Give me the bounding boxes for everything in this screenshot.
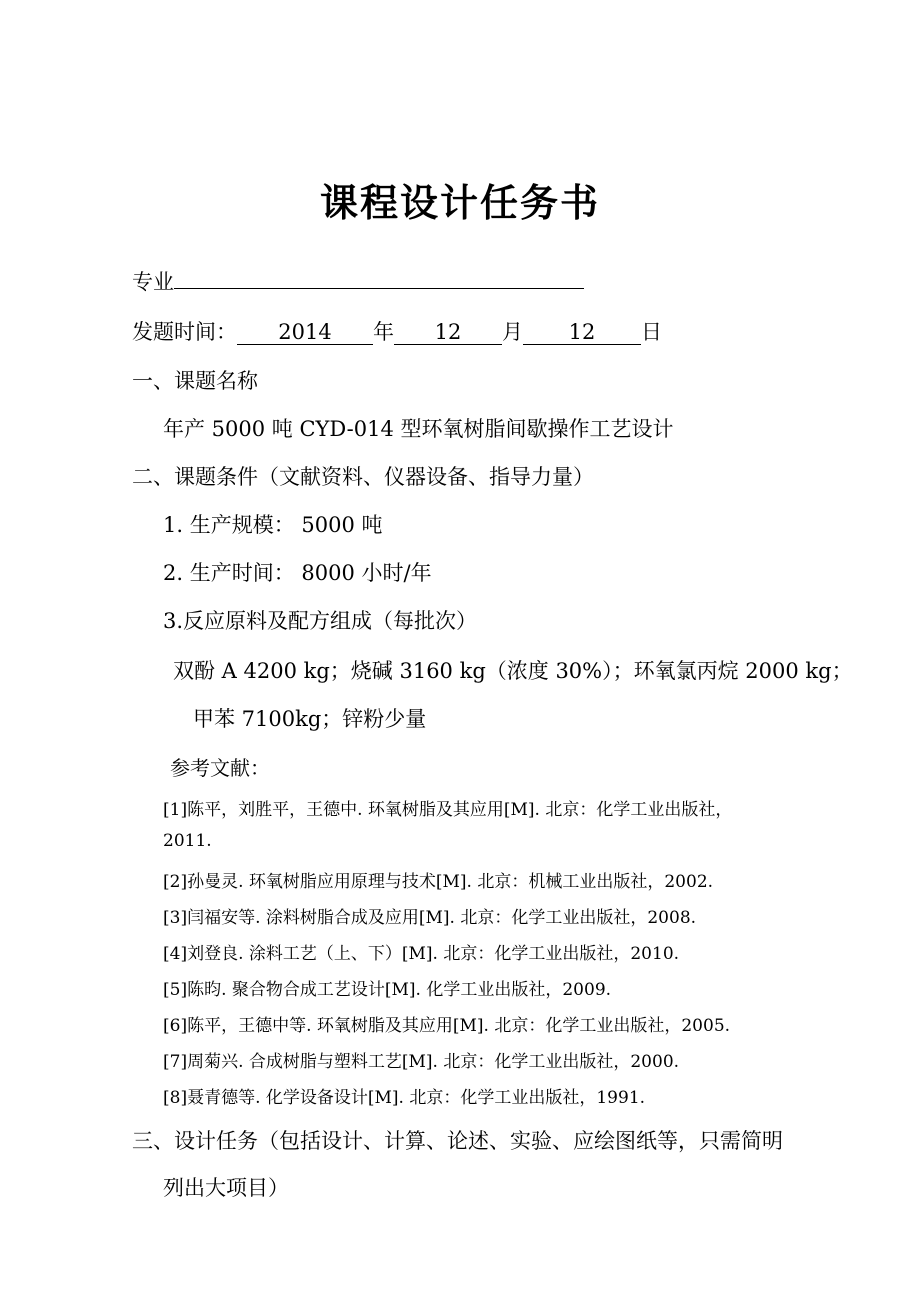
section1-content: 年产 5000 吨 CYD-014 型环氧树脂间歇操作工艺设计	[163, 417, 674, 441]
reference-item: [6]陈平，王德中等. 环氧树脂及其应用[M]. 北京：化学工业出版社，2005.	[163, 1016, 731, 1036]
month-unit: 月	[502, 320, 523, 344]
section2-heading: 二、课题条件（文献资料、仪器设备、指导力量）	[132, 465, 594, 489]
reference-item: [2]孙曼灵. 环氧树脂应用原理与技术[M]. 北京：机械工业出版社，2002.	[163, 872, 714, 892]
issue-date-label: 发题时间：	[132, 320, 237, 344]
reference-item: [4]刘登良. 涂料工艺（上、下）[M]. 北京：化学工业出版社，2010.	[163, 944, 680, 964]
major-label: 专业	[132, 270, 174, 294]
reference-item: [1]陈平，刘胜平，王德中. 环氧树脂及其应用[M]. 北京：化学工业出版社，	[163, 800, 733, 820]
issue-date-line	[132, 316, 662, 346]
year-unit: 年	[373, 320, 394, 344]
section1-heading: 一、课题名称	[132, 369, 258, 393]
raw-materials-heading: 3.反应原料及配方组成（每批次）	[163, 609, 478, 633]
issue-year-field: 2014	[237, 320, 373, 345]
issue-month-field: 12	[394, 320, 502, 345]
formula-line-2: 甲苯 7100kg；锌粉少量	[193, 707, 427, 731]
issue-day-field: 12	[523, 320, 641, 345]
major-line	[132, 266, 584, 296]
reference-item: 2011.	[163, 831, 212, 851]
section3-heading-line1: 三、设计任务（包括设计、计算、论述、实验、应绘图纸等，只需简明	[132, 1129, 783, 1153]
major-field	[174, 266, 584, 289]
production-scale: 1. 生产规模： 5000 吨	[163, 513, 383, 537]
document-title: 课程设计任务书	[319, 180, 600, 225]
reference-item: [8]聂青德等. 化学设备设计[M]. 北京：化学工业出版社，1991.	[163, 1088, 646, 1108]
reference-item: [7]周菊兴. 合成树脂与塑料工艺[M]. 北京：化学工业出版社，2000.	[163, 1052, 680, 1072]
references-heading: 参考文献：	[170, 756, 270, 780]
day-unit: 日	[641, 320, 662, 344]
reference-item: [3]闫福安等. 涂料树脂合成及应用[M]. 北京：化学工业出版社，2008.	[163, 908, 697, 928]
section3-heading-line2: 列出大项目）	[163, 1176, 289, 1200]
reference-item: [5]陈昀. 聚合物合成工艺设计[M]. 化学工业出版社，2009.	[163, 980, 612, 1000]
formula-line-1: 双酚 A 4200 kg；烧碱 3160 kg（浓度 30%）；环氧氯丙烷 2000 kg；	[173, 659, 853, 683]
production-time: 2. 生产时间： 8000 小时/年	[163, 561, 432, 585]
